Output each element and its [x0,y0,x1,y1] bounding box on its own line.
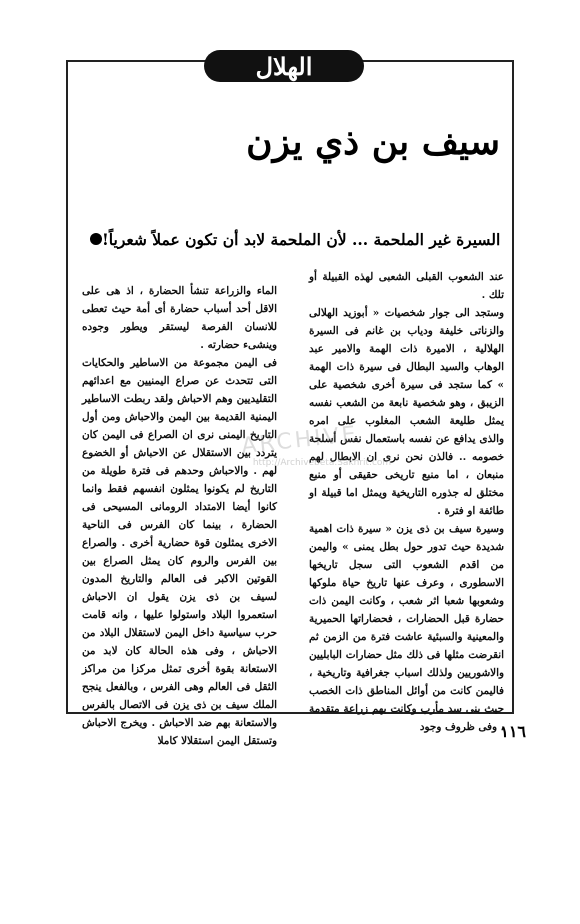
paragraph: وستجد الى جوار شخصيات « أبوزيد الهلالى والزناتى خليفة ودياب بن غانم فى السيرة الهلالية ، الاميرة ذات الهمة والامير عبد الوهاب والسيد البطال فى سيرة ذات الهمة » كما ستجد فى سيرة أخرى شخصية على الزيبق ، وهو شخصية نابعة من الشعب نفسه يمثل طليعة الشعب المغلوب على امره والذى يدافع عن نفسه باستعمال نفس أسلحة خصومه .. فالذن نحن نرى ان الابطال لهم منبعان ، اما منبع تاريخى حقيقى أو منبع مختلق له جذوره التاريخية ويمثل اما قبيلة او طائفة او فترة . [309,307,504,517]
subtitle-row [84,226,510,252]
page-number: ١١٦ [500,722,526,741]
article-subtitle: السيرة غير الملحمة ... لأن الملحمة لابد أن تكون عملاً شعرياً! [102,229,501,249]
paragraph: وسيرة سيف بن ذى يزن « سيرة ذات اهمية شديدة حيث تدور حول بطل يمنى » واليمن من اقدم الشعوب التى سجل تاريخها الاسطورى ، وعرف عنها تاريخ حياة ملوكها وشعوبها شعبا اثر شعب ، وكانت اليمن ذات حضارة قبل الحضارات ، فحضاراتها الحميرية والمعينية والسبئية عاشت فترة من الزمن ثم انقرضت مثلها فى ذلك مثل حضارات البابليين والاشوريين ولذلك اسباب جغرافية وتاريخية ، فاليمن كانت من أوائل المناطق ذات الخصب حيث بنى سد مأرب وكانت بهم زراعة متقدمة ، وفى ظروف وجود [309,523,504,733]
masthead-label: الهلال [255,51,313,81]
archive-watermark: ARCHIVE [240,421,360,460]
paragraph: الماء والزراعة تنشأ الحضارة ، اذ هى على الاقل أحد أسباب حضارة أى أمة حيث تعطى للانسان الفرصة ليستقر ويطور وجوده وينشىء حضارته . [82,285,277,351]
paragraph: عند الشعوب القبلى الشعبى لهذه القبيلة أو تلك . [309,271,504,301]
watermark-url: http://Archivebeta.Sakhrit.com [252,458,392,468]
paragraph: فى اليمن مجموعة من الاساطير والحكايات التى تتحدث عن صراع اليمنيين مع اعدائهم التقليديين وهم الاحباش ولقد ربطت الاساطير اليمنية القديمة بين اليمن والاحباش ومن أول التاريخ اليمنى نرى ان الصراع فى اليمن كان يتردد بين الاستقلال عن الاحباش أو الخضوع لهم . والاحباش وحدهم فى فترة طويلة من التاريخ لم يكونوا يمثلون انفسهم فقط وانما كانوا أيضا الامتداد الرومانى المسيحى فى الحضارة ، بينما كان الفرس فى الناحية الاخرى يمثلون قوة حضارية أخرى . والصراع بين الفرس والروم كان يمثل الصراع بين القوتين الاكبر فى العالم والتاريخ المدون لسيف بن ذى يزن يقول ان الاحباش استعمروا البلاد واستولوا عليها ، وانه قامت حرب سياسية داخل اليمن لاستقلال البلاد من الاحباش ، وفى هذه الحالة كان لابد من الاستعانة بقوة أخرى تمثل مركزا من مراكز الثقل فى العالم وهى الفرس ، وبالفعل ينجح الملك سيف بن ذى يزن فى الاتصال بالفرس والاستعانة بهم ضد الاحباش . ويخرج الاحباش وتستقل اليمن استقلالا كاملا [82,357,277,747]
text-column-right [309,268,504,736]
article-title: سيف بن ذي يزن [246,121,500,163]
bullet-icon [90,233,102,245]
text-column-left [82,282,277,750]
magazine-masthead-logo [204,50,364,82]
